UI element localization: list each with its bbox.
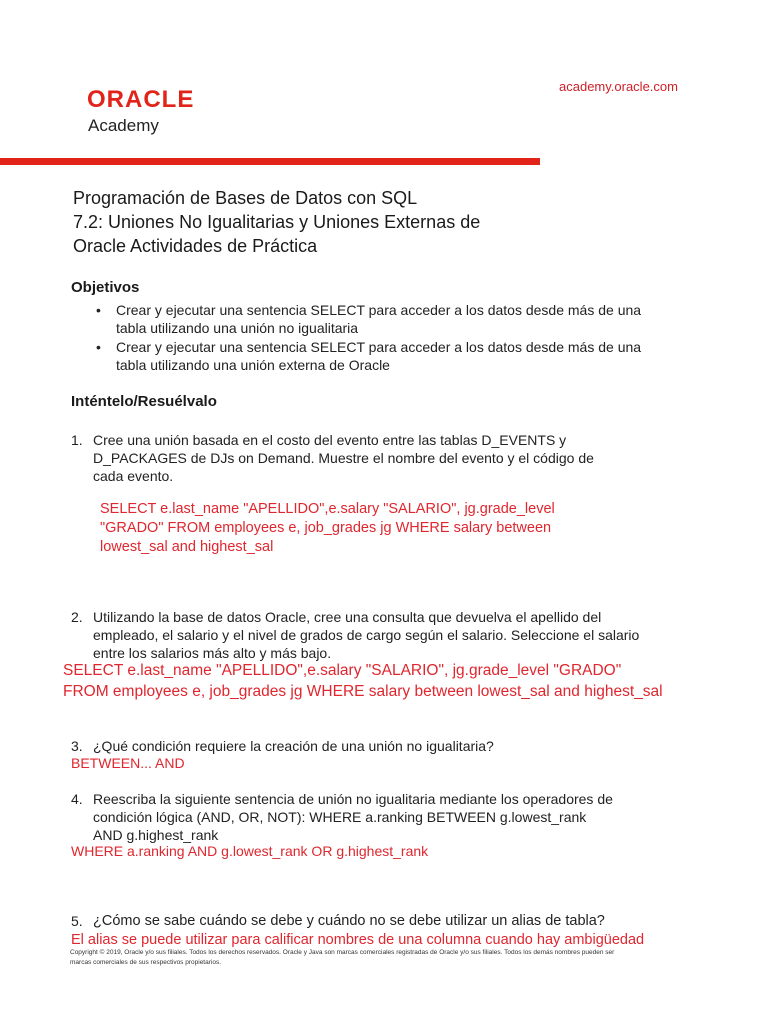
objectives-list <box>92 301 712 375</box>
question-2: 2. Utilizando la base de datos Oracle, cree una consulta que devuelva el apellido del empleado, el salario y el nivel de grados de cargo según el salario. Seleccione el salario entre los salarios más alto y más bajo. <box>71 609 640 661</box>
oracle-logo: ORACLE <box>87 86 195 113</box>
copyright-footer: Copyright © 2019, Oracle y/o sus filiales. Todos los derechos reservados. Oracle y Java son marcas comerciales registradas de Oracle y/o sus filiales. Todos los demás nombres pueden ser marcas comerciales de sus respectivos propietarios. <box>70 949 615 966</box>
question-4: 4. Reescriba la siguiente sentencia de unión no igualitaria mediante los operadores de condición lógica (AND, OR, NOT): WHERE a.ranking BETWEEN g.lowest_rank AND g.highest_rank <box>71 791 613 843</box>
answer-1: SELECT e.last_name "APELLIDO",e.salary "SALARIO", jg.grade_level "GRADO" FROM employees e, job_grades jg WHERE salary between lowest_sal and highest_sal <box>100 501 555 555</box>
academy-url-link[interactable]: academy.oracle.com <box>559 79 678 94</box>
question-3: 3. ¿Qué condición requiere la creación de una unión no igualitaria? <box>71 738 494 754</box>
page-title <box>73 186 633 258</box>
question-5: 5. ¿Cómo se sabe cuándo se debe y cuándo no se debe utilizar un alias de tabla? <box>71 913 605 929</box>
answer-2: SELECT e.last_name "APELLIDO",e.salary "SALARIO", jg.grade_level "GRADO" FROM employees e, job_grades jg WHERE salary between lowest_sal and highest_sal <box>63 662 663 700</box>
list-item: • Crear y ejecutar una sentencia SELECT para acceder a los datos desde más de una tabla utilizando una unión externa de Oracle <box>96 339 642 373</box>
objectives-heading: Objetivos <box>71 279 140 296</box>
title-line-1: Programación de Bases de Datos con SQL <box>73 188 418 208</box>
answer-5: El alias se puede utilizar para calificar nombres de una columna cuando hay ambigüedad <box>71 932 645 948</box>
answer-4: WHERE a.ranking AND g.lowest_rank OR g.highest_rank <box>71 843 429 859</box>
header-divider <box>0 158 540 165</box>
answer-3: BETWEEN... AND <box>71 755 185 771</box>
title-line-3: Oracle Actividades de Práctica <box>73 236 318 256</box>
try-it-heading: Inténtelo/Resuélvalo <box>71 393 217 410</box>
academy-label: Academy <box>88 116 159 135</box>
list-item: • Crear y ejecutar una sentencia SELECT para acceder a los datos desde más de una tabla utilizando una unión no igualitaria <box>96 302 642 336</box>
title-line-2: 7.2: Uniones No Igualitarias y Uniones Externas de <box>73 212 481 232</box>
question-1: 1. Cree una unión basada en el costo del evento entre las tablas D_EVENTS y D_PACKAGES de DJs on Demand. Muestre el nombre del evento y el código de cada evento. <box>71 432 594 484</box>
